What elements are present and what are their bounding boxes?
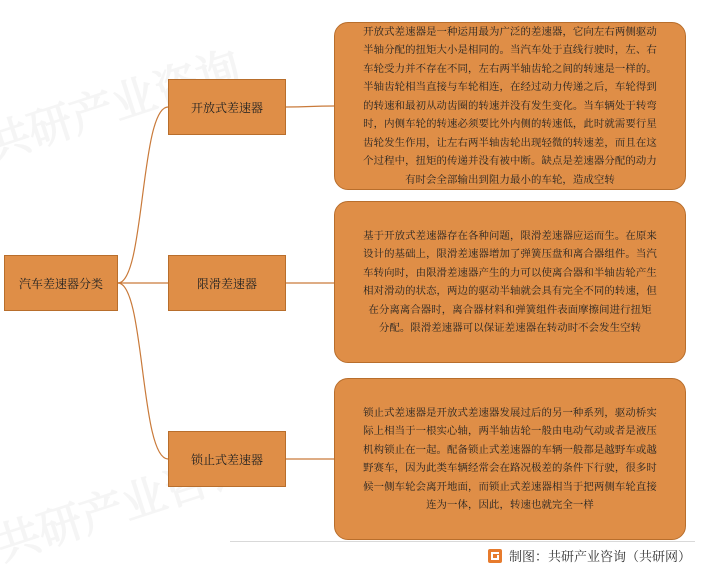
category-label-open: 开放式差速器 [190, 100, 263, 115]
description-open-line: 开放式差速器是一种运用最为广泛的差速器，它向左右两侧驱动 [363, 25, 657, 38]
root-label: 汽车差速器分类 [18, 276, 103, 291]
description-open [334, 22, 686, 190]
connector-root-locking [118, 283, 168, 459]
description-locking-line: 连为一体，因此，转速也就完全一样 [426, 499, 594, 511]
description-open-line: 的转速和最初从动齿圈的转速并没有发生变化。当车辆处于转弯 [363, 99, 657, 112]
description-open-line: 半轴齿轮相当直接与车轮相连，在经过动力传递之后，车轮得到 [363, 81, 657, 94]
description-open-line: 车轮受力并不存在不同，左右两半轴齿轮之间的转速是一样的。 [363, 62, 657, 75]
category-node-locking [168, 431, 286, 487]
footer-divider [230, 541, 695, 542]
description-limited-slip-line: 在分离离合器时，离合器材料和弹簧组件表面摩擦间进行扭矩 [368, 303, 652, 316]
connector-open-desc [286, 106, 334, 107]
category-label-limited-slip: 限滑差速器 [196, 276, 257, 291]
description-locking-line: 锁止式差速器是开放式差速器发展过后的另一种系列，驱动桥实 [363, 406, 657, 419]
category-node-open [168, 79, 286, 135]
description-locking [334, 378, 686, 540]
description-limited-slip [334, 201, 686, 363]
connector-root-open [118, 107, 168, 283]
description-limited-slip-line: 车转向时，由限滑差速器产生的力可以使离合器和半轴齿轮产生 [363, 266, 657, 279]
description-locking-line: 机构锁止在一起。配备锁止式差速器的车辆一般都是越野车或越 [363, 443, 657, 456]
description-open-line: 有时会全部输出到阻力最小的车轮，造成空转 [405, 173, 615, 186]
description-open-line: 个过程中，扭矩的传递并没有被中断。缺点是差速器分配的动力 [363, 155, 657, 168]
description-limited-slip-line: 相对滑动的状态，两边的驱动半轴就会具有完全不同的转速，但 [363, 285, 657, 297]
description-limited-slip-line: 分配。限滑差速器可以保证差速器在转动时不会发生空转 [378, 322, 642, 334]
description-limited-slip-line: 设计的基础上，限滑差速器增加了弹簧压盘和离合器组件。当汽 [363, 248, 657, 260]
description-locking-line: 候一侧车轮会离开地面，而锁止式差速器相当于把两侧车轮直接 [363, 480, 657, 493]
footer-credit: 制图：共研产业咨询（共研网） [508, 550, 691, 565]
category-label-locking: 锁止式差速器 [190, 452, 263, 467]
description-open-line: 半轴分配的扭矩大小是相同的。当汽车处于直线行驶时，左、右 [363, 44, 657, 57]
description-locking-line: 野赛车，因为此类车辆经常会在路况极差的条件下行驶，很多时 [363, 462, 657, 474]
root-node [4, 255, 118, 311]
description-limited-slip-line: 基于开放式差速器存在各种问题，限滑差速器应运而生。在原来 [363, 229, 657, 242]
footer [487, 546, 691, 565]
description-open-line: 时，内侧车轮的转速必须要比外内侧的转速低，此时就需要行星 [363, 118, 657, 131]
gonyn-logo-icon [487, 548, 503, 564]
category-node-limited-slip [168, 255, 286, 311]
description-open-line: 齿轮发生作用，让左右两半轴齿轮出现轻微的转速差，而且在这 [363, 136, 657, 149]
description-locking-line: 际上相当于一根实心轴，两半轴齿轮一般由电动气动或者是液压 [363, 425, 657, 437]
